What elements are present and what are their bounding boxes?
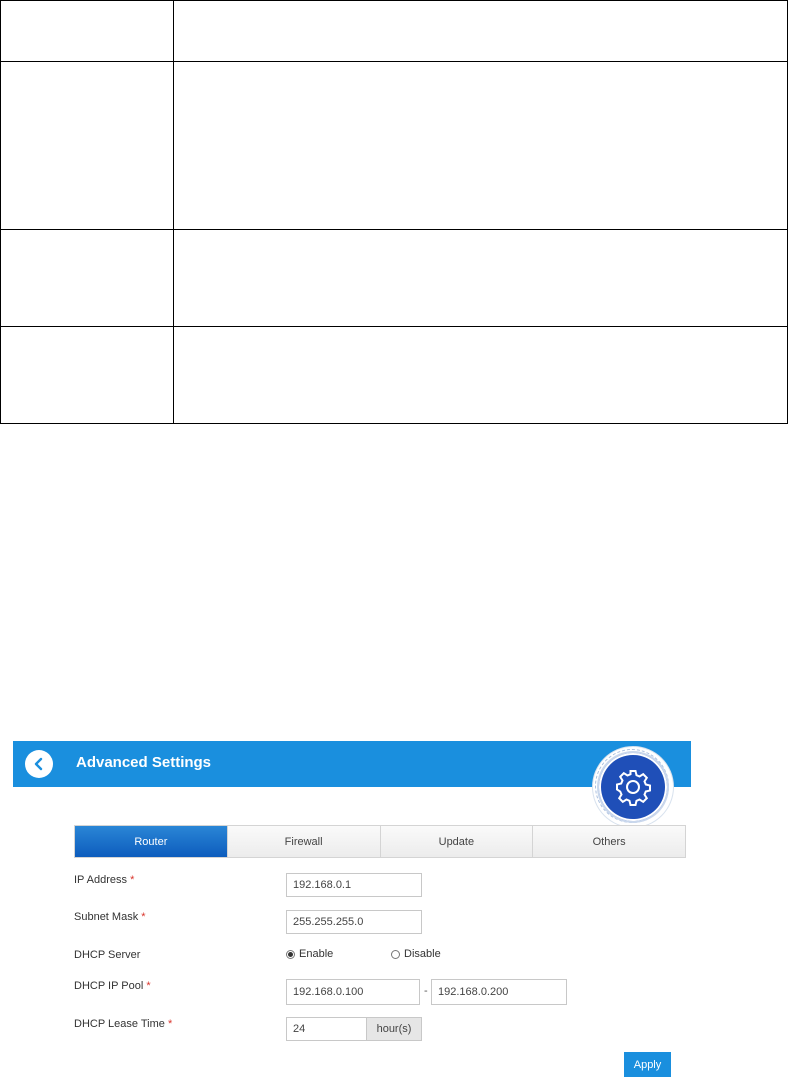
chevron-left-icon — [32, 757, 46, 771]
ip-address-label-text: IP Address — [74, 874, 127, 886]
radio-unselected-icon — [391, 950, 400, 959]
table-cell — [1, 62, 174, 230]
document-table — [0, 0, 788, 424]
dhcp-server-label: DHCP Server — [74, 949, 141, 961]
dhcp-lease-time-label-text: DHCP Lease Time — [74, 1018, 165, 1030]
ip-address-input[interactable] — [286, 873, 422, 897]
table-row — [1, 1, 788, 62]
tab-bar — [74, 825, 686, 858]
apply-button[interactable]: Apply — [624, 1052, 671, 1077]
lease-time-unit: hour(s) — [366, 1017, 422, 1041]
page-title: Advanced Settings — [76, 754, 212, 771]
lease-time-input[interactable] — [286, 1017, 367, 1041]
dhcp-lease-time-label — [74, 1018, 172, 1030]
badge-circle — [599, 753, 667, 821]
ip-address-label — [74, 874, 134, 886]
tab-others[interactable]: Others — [533, 826, 685, 857]
table-row — [1, 62, 788, 230]
required-mark: * — [130, 874, 135, 886]
table-cell — [1, 327, 174, 424]
dhcp-enable-radio[interactable] — [286, 948, 333, 960]
required-mark: * — [146, 980, 151, 992]
settings-badge — [593, 747, 673, 827]
table-cell — [174, 1, 788, 62]
table-cell — [1, 1, 174, 62]
subnet-mask-label-text: Subnet Mask — [74, 911, 139, 923]
dhcp-pool-start-input[interactable] — [286, 979, 420, 1005]
dhcp-pool-end-input[interactable] — [431, 979, 567, 1005]
subnet-mask-input[interactable] — [286, 910, 422, 934]
table-cell — [174, 62, 788, 230]
dhcp-ip-pool-label-text: DHCP IP Pool — [74, 980, 144, 992]
radio-label: Disable — [404, 948, 441, 960]
table-row — [1, 230, 788, 327]
required-mark: * — [167, 1018, 173, 1030]
gear-icon — [613, 767, 653, 807]
required-mark: * — [141, 911, 146, 923]
dhcp-disable-radio[interactable] — [391, 948, 441, 960]
back-button[interactable] — [25, 750, 53, 778]
table-row — [1, 327, 788, 424]
tab-firewall[interactable]: Firewall — [228, 826, 381, 857]
table-cell — [174, 230, 788, 327]
radio-label: Enable — [299, 948, 334, 960]
dhcp-ip-pool-label — [74, 980, 151, 992]
table-cell — [174, 327, 788, 424]
subnet-mask-label — [74, 911, 146, 923]
header-bar — [13, 741, 691, 787]
table-cell — [1, 230, 174, 327]
pool-separator: - — [424, 985, 428, 997]
tab-router[interactable]: Router — [75, 826, 228, 857]
tab-update[interactable]: Update — [381, 826, 534, 857]
radio-selected-icon — [286, 950, 295, 959]
